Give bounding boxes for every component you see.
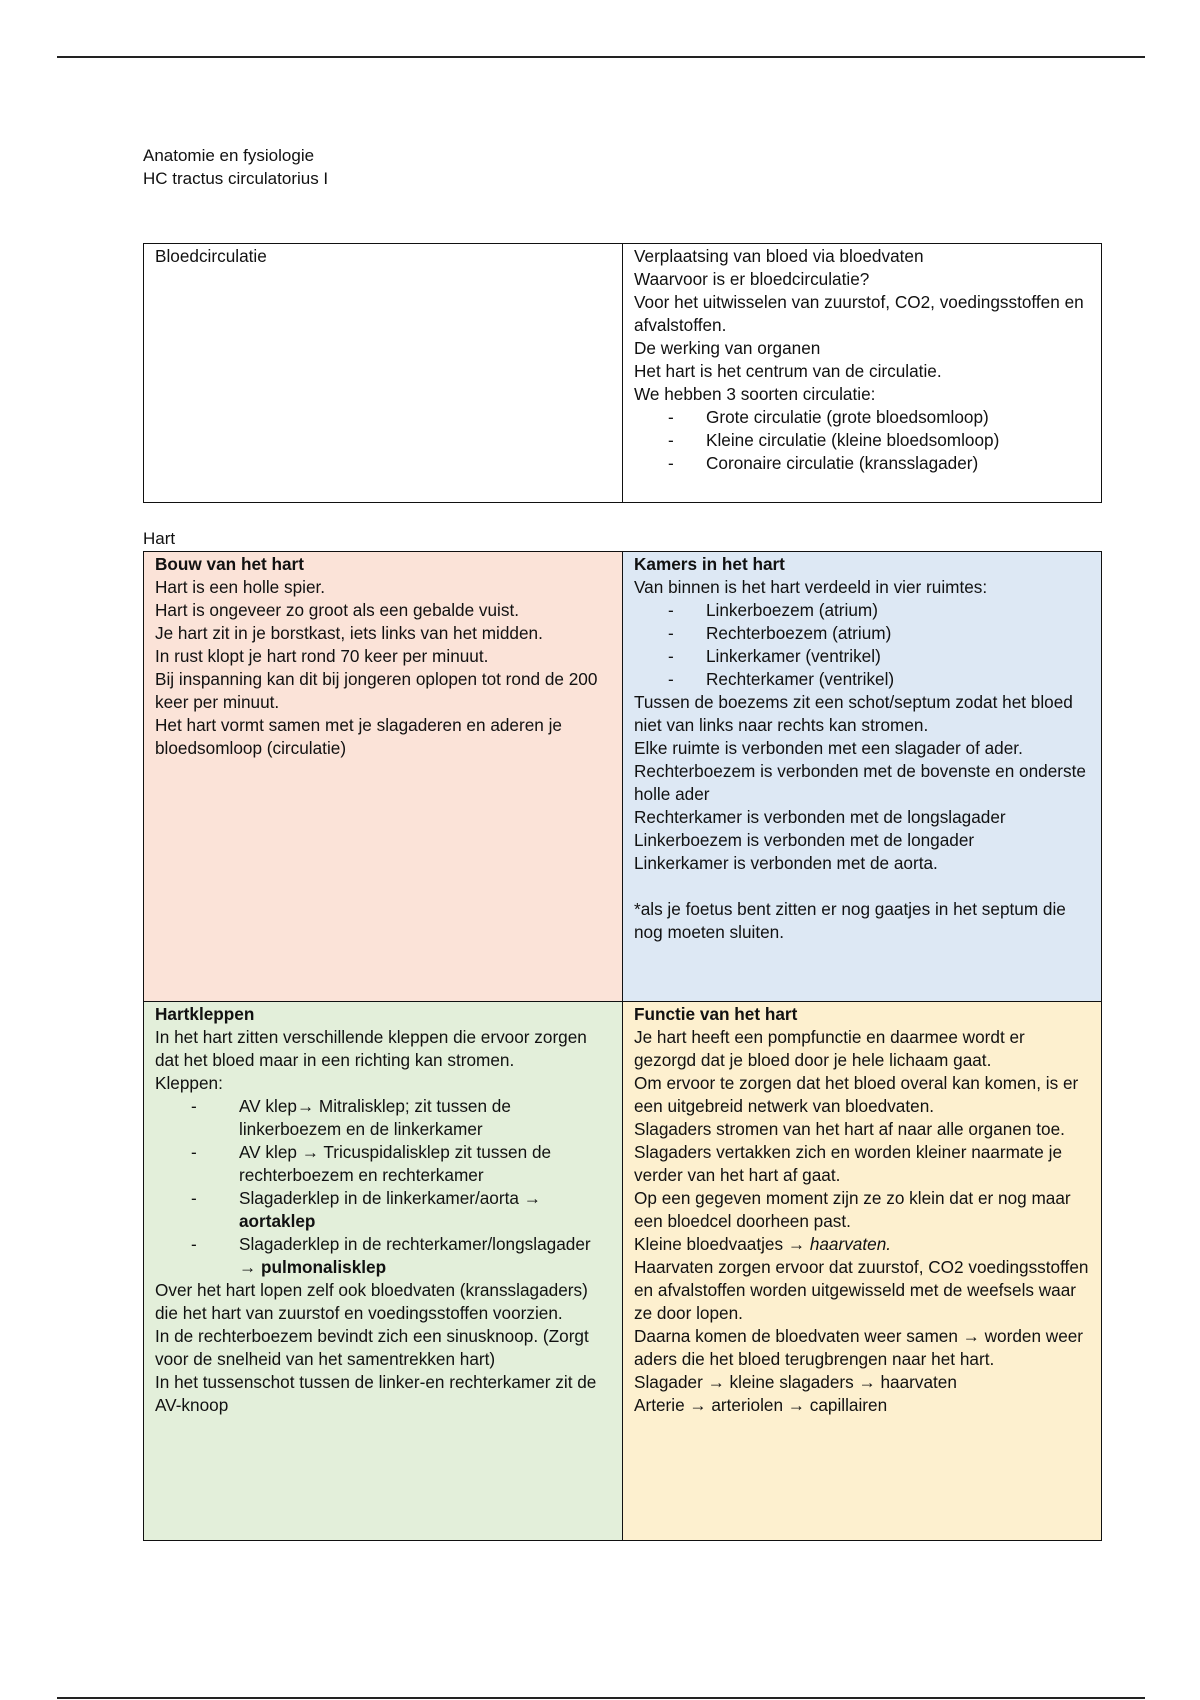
definition-line: Het hart is het centrum van de circulatie. bbox=[634, 361, 942, 381]
text-line: Haarvaten zorgen ervoor dat zuurstof, CO2 voedingsstoffen en afvalstoffen worden uitgewisseld met de weefsels waar ze door lopen. bbox=[634, 1257, 1089, 1323]
text-line: Hart is ongeveer zo groot als een gebalde vuist. bbox=[155, 600, 520, 620]
hart-table bbox=[143, 551, 1102, 1541]
text-line: Slagader → kleine slagaders → haarvaten bbox=[634, 1372, 957, 1392]
cell-title: Functie van het hart bbox=[634, 1004, 798, 1024]
top-rule bbox=[57, 56, 1145, 58]
text-line: Rechterboezem is verbonden met de bovenste en onderste holle ader bbox=[634, 761, 1086, 804]
list-item: - AV klep→ Mitralisklep; zit tussen de linkerboezem en de linkerkamer bbox=[227, 1095, 612, 1141]
text-line: Elke ruimte is verbonden met een slagader of ader. bbox=[634, 738, 1023, 758]
spacer bbox=[634, 875, 1091, 898]
text-line: In de rechterboezem bevindt zich een sinusknoop. (Zorgt voor de snelheid van het samentrekken hart) bbox=[155, 1326, 589, 1369]
text-line bbox=[634, 1233, 1091, 1256]
cell-bouw bbox=[144, 552, 623, 1002]
cell-hartkleppen bbox=[144, 1002, 623, 1541]
definition-line: Voor het uitwisselen van zuurstof, CO2, voedingsstoffen en afvalstoffen. bbox=[634, 292, 1084, 335]
bloedcirculatie-table bbox=[143, 243, 1102, 503]
term-bloedcirculatie: Bloedcirculatie bbox=[155, 246, 267, 266]
list-item: - Linkerkamer (ventrikel) bbox=[694, 645, 1091, 668]
text-line: Linkerkamer is verbonden met de aorta. bbox=[634, 853, 938, 873]
term-haarvaten: haarvaten. bbox=[809, 1234, 892, 1254]
cell-title: Hartkleppen bbox=[155, 1004, 255, 1024]
definition-cell bbox=[623, 244, 1102, 503]
text-line: Slagaders stromen van het hart af naar alle organen toe. bbox=[634, 1119, 1065, 1139]
list-item: - Grote circulatie (grote bloedsomloop) bbox=[694, 406, 1091, 429]
text-line: Hart is een holle spier. bbox=[155, 577, 326, 597]
text-line: Om ervoor te zorgen dat het bloed overal kan komen, is er een uitgebreid netwerk van bloedvaten. bbox=[634, 1073, 1079, 1116]
cell-title: Bouw van het hart bbox=[155, 554, 304, 574]
footnote: *als je foetus bent zitten er nog gaatjes in het septum die nog moeten sluiten. bbox=[634, 899, 1066, 942]
text-line: In het tussenschot tussen de linker-en rechterkamer zit de AV-knoop bbox=[155, 1372, 597, 1415]
list-item: - Rechterboezem (atrium) bbox=[694, 622, 1091, 645]
valve-name-aortaklep: aortaklep bbox=[239, 1211, 316, 1231]
text-line: Daarna komen de bloedvaten weer samen → worden weer aders die het bloed terugbrengen naar het hart. bbox=[634, 1326, 1084, 1369]
definition-line: We hebben 3 soorten circulatie: bbox=[634, 384, 876, 404]
text-line: Linkerboezem is verbonden met de longader bbox=[634, 830, 975, 850]
text-line: Kleppen: bbox=[155, 1073, 223, 1093]
definition-line: Waarvoor is er bloedcirculatie? bbox=[634, 269, 870, 289]
definition-line: De werking van organen bbox=[634, 338, 821, 358]
list-item: - Rechterkamer (ventrikel) bbox=[694, 668, 1091, 691]
list-item: - Kleine circulatie (kleine bloedsomloop) bbox=[694, 429, 1091, 452]
text-line: Rechterkamer is verbonden met de longslagader bbox=[634, 807, 1006, 827]
text-line: In het hart zitten verschillende kleppen die ervoor zorgen dat het bloed maar in een richting kan stromen. bbox=[155, 1027, 587, 1070]
cell-functie bbox=[623, 1002, 1102, 1541]
text-line: Het hart vormt samen met je slagaderen en aderen je bloedsomloop (circulatie) bbox=[155, 715, 562, 758]
valve-name-pulmonalisklep: pulmonalisklep bbox=[260, 1257, 387, 1277]
text-line: In rust klopt je hart rond 70 keer per minuut. bbox=[155, 646, 489, 666]
course-title: Anatomie en fysiologie bbox=[143, 146, 315, 165]
definition-line: Verplaatsing van bloed via bloedvaten bbox=[634, 246, 924, 266]
list-item: - Coronaire circulatie (kransslagader) bbox=[694, 452, 1091, 475]
text-line: Je hart zit in je borstkast, iets links van het midden. bbox=[155, 623, 543, 643]
list-item: - Linkerboezem (atrium) bbox=[694, 599, 1091, 622]
bottom-rule bbox=[57, 1697, 1145, 1699]
list-item-text: Slagaderklep in de linkerkamer/aorta → bbox=[239, 1188, 541, 1208]
cell-title: Kamers in het hart bbox=[634, 554, 785, 574]
circulation-types-list bbox=[634, 406, 1091, 475]
list-item-text: Slagaderklep in de rechterkamer/longslagader → bbox=[239, 1234, 591, 1277]
section-label-hart: Hart bbox=[143, 529, 176, 548]
valves-list bbox=[155, 1095, 612, 1279]
text-segment: Kleine bloedvaatjes → bbox=[634, 1234, 810, 1254]
text-line: Over het hart lopen zelf ook bloedvaten (kransslagaders) die het hart van zuurstof en voedingsstoffen voorzien. bbox=[155, 1280, 588, 1323]
cell-kamers bbox=[623, 552, 1102, 1002]
lecture-title: HC tractus circulatorius I bbox=[143, 169, 329, 188]
list-item bbox=[227, 1233, 612, 1279]
text-line: Bij inspanning kan dit bij jongeren oplopen tot rond de 200 keer per minuut. bbox=[155, 669, 598, 712]
document-header bbox=[143, 144, 328, 190]
list-item: - AV klep → Tricuspidalisklep zit tussen de rechterboezem en rechterkamer bbox=[227, 1141, 612, 1187]
text-line: Op een gegeven moment zijn ze zo klein dat er nog maar een bloedcel doorheen past. bbox=[634, 1188, 1071, 1231]
text-line: Tussen de boezems zit een schot/septum zodat het bloed niet van links naar rechts kan stromen. bbox=[634, 692, 1073, 735]
list-item bbox=[227, 1187, 612, 1233]
text-line: Slagaders vertakken zich en worden kleiner naarmate je verder van het hart af gaat. bbox=[634, 1142, 1063, 1185]
text-line: Je hart heeft een pompfunctie en daarmee wordt er gezorgd dat je bloed door je hele lichaam gaat. bbox=[634, 1027, 1025, 1070]
text-line: Arterie → arteriolen → capillairen bbox=[634, 1395, 888, 1415]
term-cell bbox=[144, 244, 623, 503]
chambers-list bbox=[634, 599, 1091, 691]
text-line: Van binnen is het hart verdeeld in vier ruimtes: bbox=[634, 577, 988, 597]
